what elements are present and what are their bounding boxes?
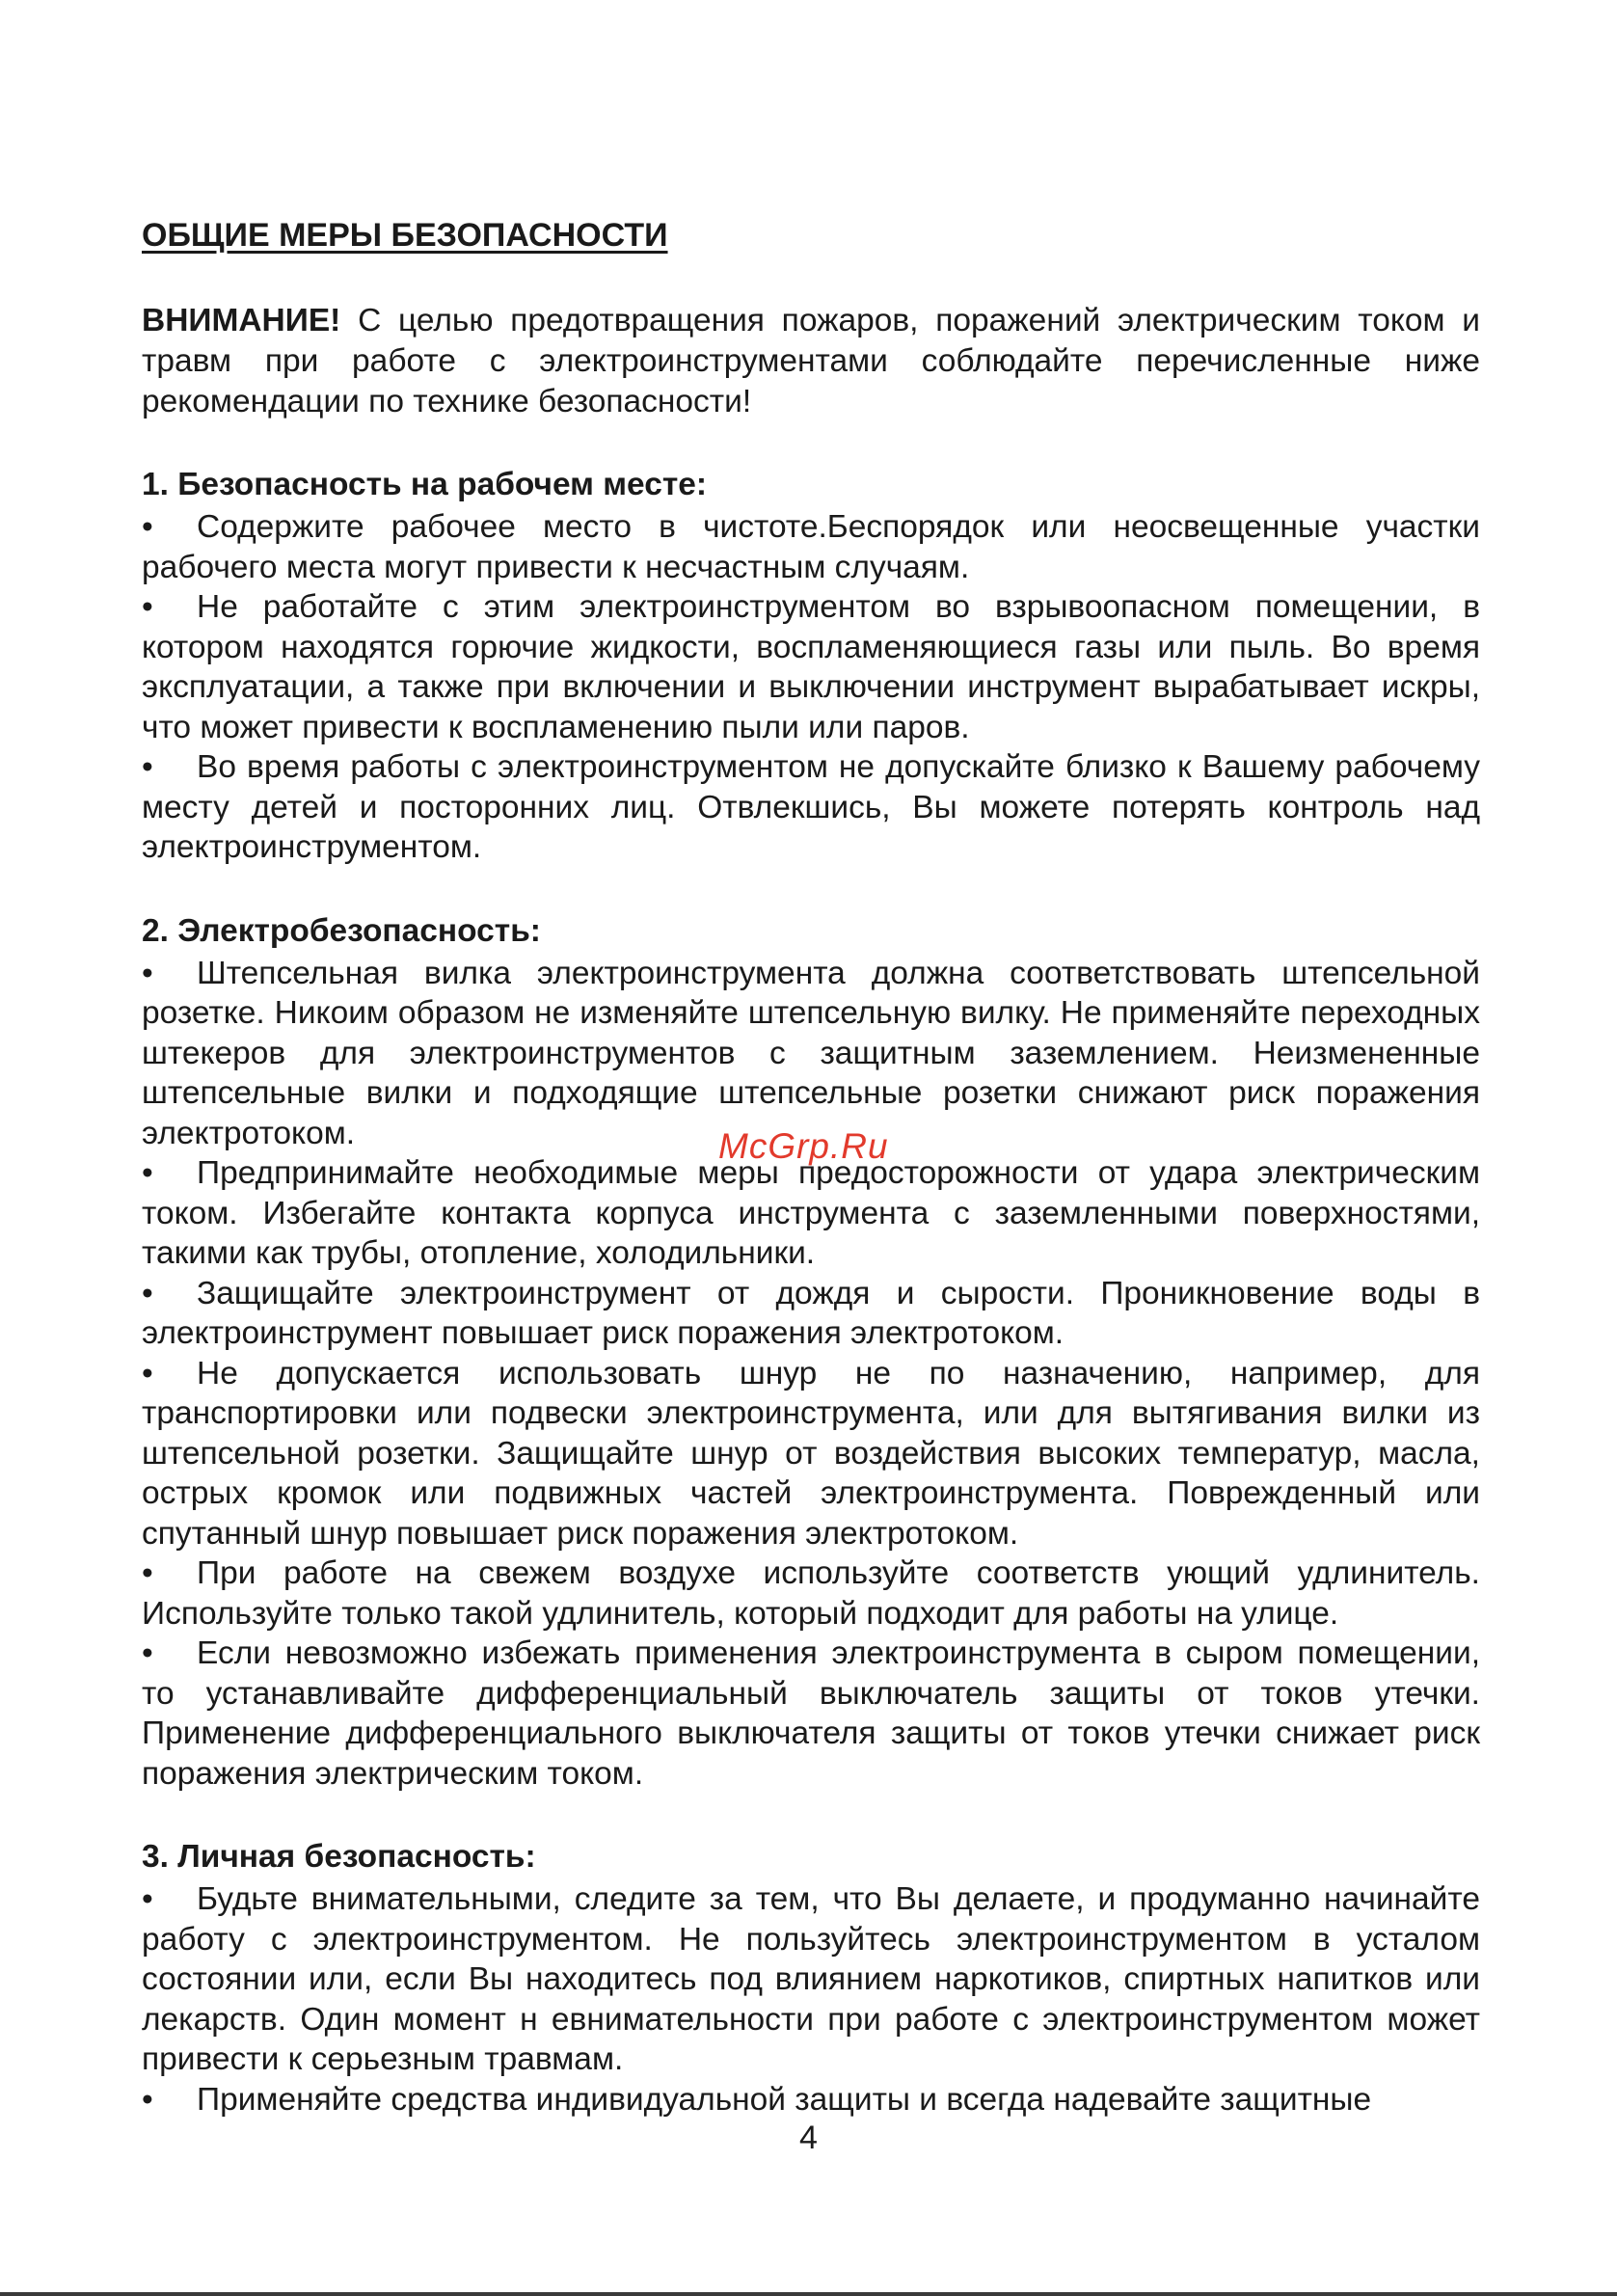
list-item [142,954,1480,1154]
bullet-icon: • [142,1881,153,1917]
section-electrical-safety [142,909,1480,1795]
list-item [142,587,1480,747]
list-item-text: Предпринимайте необходимые меры предосторожности от удара электрическим током. Избегайте контакта корпуса инструмента с заземленными поверхностями, такими как трубы, отопление, холодильники. [142,1155,1480,1271]
bullet-icon: • [142,509,153,545]
bullet-icon: • [142,749,153,785]
bullet-list [142,1879,1480,2120]
list-item-text: Во время работы с электроинструментом не допускайте близко к Вашему рабочему месту детей и посторонних лиц. Отвлекшись, Вы можете потерять контроль над электроинструментом. [142,749,1480,865]
list-item-text: Применяйте средства индивидуальной защиты и всегда надевайте защитные [197,2081,1372,2118]
section-heading: 2. Электробезопасность: [142,912,541,949]
list-item [142,507,1480,587]
bullet-icon: • [142,1355,153,1391]
list-item [142,1153,1480,1274]
list-item [142,747,1480,868]
bullet-list [142,507,1480,868]
section-heading: 1. Безопасность на рабочем месте: [142,467,708,502]
list-item [142,1634,1480,1794]
bullet-icon: • [142,955,153,991]
list-item [142,1553,1480,1634]
page-title: ОБЩИЕ МЕРЫ БЕЗОПАСНОСТИ [142,217,668,254]
section-heading: 3. Личная безопасность: [142,1839,536,1875]
bottom-divider [0,2292,1617,2296]
list-item [142,1274,1480,1354]
section-personal-safety [142,1835,1480,2120]
bullet-icon: • [142,589,153,625]
document-page [142,210,1480,2161]
bullet-icon: • [142,2081,153,2118]
bullet-icon: • [142,1635,153,1671]
bullet-icon: • [142,1555,153,1591]
list-item-text: Будьте внимательными, следите за тем, что Вы делаете, и продуманно начинайте работу с электроинструментом. Не пользуйтесь электроинструментом в усталом состоянии или, если Вы находитесь под влиянием наркотиков, спиртных напитков или лекарств. Один момент н евнимательности при работе с электроинструментом может привести к серьезным травмам. [142,1881,1480,2077]
list-item-text: Если невозможно избежать применения электроинструмента в сыром помещении, то устанавливайте дифференциальный выключатель защиты от токов утечки. Применение дифференциального выключателя защиты от токов утечки снижает риск поражения электрическим током. [142,1635,1480,1792]
warning-paragraph [142,301,1480,422]
list-item-text: Защищайте электроинструмент от дождя и сырости. Проникновение воды в электроинструмент повышает риск поражения электротоком. [142,1275,1480,1351]
warning-label: ВНИМАНИЕ! [142,303,341,338]
list-item-text: Штепсельная вилка электроинструмента должна соответствовать штепсельной розетке. Никоим образом не изменяйте штепсельную вилку. Не применяйте переходных штекеров для электроинструментов с защитным заземлением. Неизмененные штепсельные вилки и подходящие штепсельные розетки снижают риск поражения электротоком. [142,955,1480,1151]
bullet-icon: • [142,1275,153,1311]
list-item-text: Не допускается использовать шнур не по назначению, например, для транспортировки или подвески электроинструмента, или для вытягивания вилки из штепсельной розетки. Защищайте шнур от воздействия высоких температур, масла, острых кромок или подвижных частей электроинструмента. Поврежденный или спутанный шнур повышает риск поражения электротоком. [142,1355,1480,1552]
list-item-text: Не работайте с этим электроинструментом во взрывоопасном помещении, в котором находятся горючие жидкости, воспламеняющиеся газы или пыль. Во время эксплуатации, а также при включении и выключении инструмент вырабатывает искры, что может привести к воспламенению пыли или паров. [142,589,1480,745]
watermark-logo: McGrp.Ru [718,1126,889,1166]
list-item [142,1354,1480,1554]
warning-text: С целью предотвращения пожаров, поражений электрическим током и травм при работе с электроинструментами соблюдайте перечисленные ниже рекомендации по технике безопасности! [142,303,1480,419]
list-item-text: При работе на свежем воздухе используйте соответств ующий удлинитель. Используйте только такой удлинитель, который подходит для работы на улице. [142,1555,1480,1632]
bullet-list [142,954,1480,1795]
list-item [142,1879,1480,2080]
bullet-icon: • [142,1155,153,1191]
page-number: 4 [799,2120,818,2156]
section-workplace-safety [142,463,1480,868]
list-item-text: Содержите рабочее место в чистоте.Беспорядок или неосвещенные участки рабочего места могут привести к несчастным случаям. [142,509,1480,585]
list-item [142,2080,1480,2120]
